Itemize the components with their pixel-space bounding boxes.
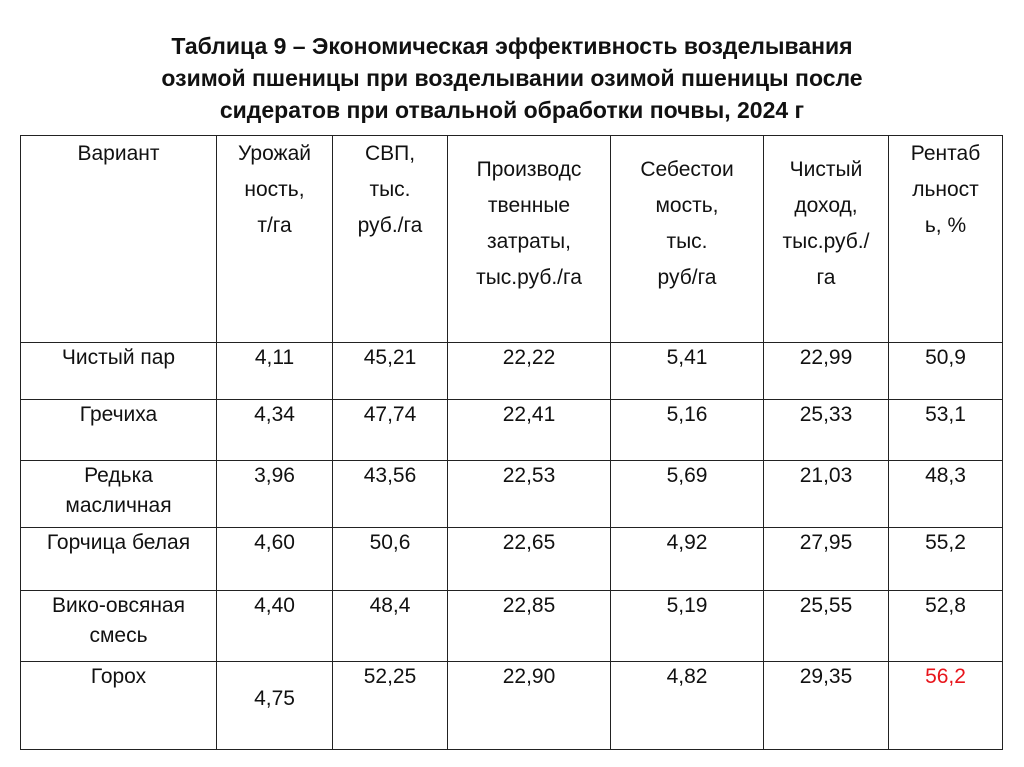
cell-cost-price: 5,69 — [611, 461, 764, 528]
cell-costs: 22,65 — [448, 528, 611, 591]
cell-net-income: 25,33 — [764, 400, 889, 461]
cell-cost-price: 4,92 — [611, 528, 764, 591]
cell-costs: 22,41 — [448, 400, 611, 461]
header-cost-price: Себестои мость, тыс. руб/га — [611, 136, 764, 343]
table-row — [21, 662, 1003, 750]
header-net-income: Чистый доход, тыс.руб./ га — [764, 136, 889, 343]
efficiency-table — [20, 135, 1003, 750]
cell-svp: 50,6 — [333, 528, 448, 591]
cell-variant: Горчица белая — [21, 528, 217, 591]
header-svp: СВП, тыс. руб./га — [333, 136, 448, 343]
header-variant: Вариант — [21, 136, 217, 343]
cell-variant: Редька масличная — [21, 461, 217, 528]
table-row — [21, 528, 1003, 591]
cell-net-income: 25,55 — [764, 591, 889, 662]
cell-costs: 22,90 — [448, 662, 611, 750]
table-row — [21, 461, 1003, 528]
table-row — [21, 343, 1003, 400]
cell-svp: 45,21 — [333, 343, 448, 400]
cell-net-income: 22,99 — [764, 343, 889, 400]
cell-net-income: 27,95 — [764, 528, 889, 591]
cell-cost-price: 5,41 — [611, 343, 764, 400]
cell-svp: 43,56 — [333, 461, 448, 528]
table-title — [40, 30, 984, 126]
table-row — [21, 591, 1003, 662]
cell-variant: Горох — [21, 662, 217, 750]
cell-yield: 4,34 — [217, 400, 333, 461]
cell-yield: 4,11 — [217, 343, 333, 400]
cell-profitability: 52,8 — [889, 591, 1003, 662]
title-line-1: Таблица 9 – Экономическая эффективность возделывания — [171, 33, 853, 59]
cell-yield: 4,40 — [217, 591, 333, 662]
cell-costs: 22,22 — [448, 343, 611, 400]
cell-profitability: 48,3 — [889, 461, 1003, 528]
cell-net-income: 21,03 — [764, 461, 889, 528]
cell-variant: Чистый пар — [21, 343, 217, 400]
cell-yield: 4,60 — [217, 528, 333, 591]
title-line-2: озимой пшеницы при возделывании озимой пшеницы после — [161, 65, 863, 91]
cell-net-income: 29,35 — [764, 662, 889, 750]
cell-profitability: 50,9 — [889, 343, 1003, 400]
cell-cost-price: 4,82 — [611, 662, 764, 750]
header-profitability: Рентаб льност ь, % — [889, 136, 1003, 343]
cell-svp: 47,74 — [333, 400, 448, 461]
table-row — [21, 400, 1003, 461]
cell-variant: Гречиха — [21, 400, 217, 461]
header-yield: Урожай ность, т/га — [217, 136, 333, 343]
cell-svp: 52,25 — [333, 662, 448, 750]
cell-profitability-highlight: 56,2 — [889, 662, 1003, 750]
cell-cost-price: 5,19 — [611, 591, 764, 662]
cell-costs: 22,85 — [448, 591, 611, 662]
cell-profitability: 55,2 — [889, 528, 1003, 591]
cell-variant: Вико-овсяная смесь — [21, 591, 217, 662]
header-costs: Производс твенные затраты, тыс.руб./га — [448, 136, 611, 343]
header-row — [21, 136, 1003, 343]
title-line-3: сидератов при отвальной обработки почвы, 2024 г — [219, 97, 805, 123]
cell-cost-price: 5,16 — [611, 400, 764, 461]
cell-svp: 48,4 — [333, 591, 448, 662]
cell-yield: 3,96 — [217, 461, 333, 528]
cell-costs: 22,53 — [448, 461, 611, 528]
cell-yield: 4,75 — [217, 662, 333, 750]
cell-profitability: 53,1 — [889, 400, 1003, 461]
